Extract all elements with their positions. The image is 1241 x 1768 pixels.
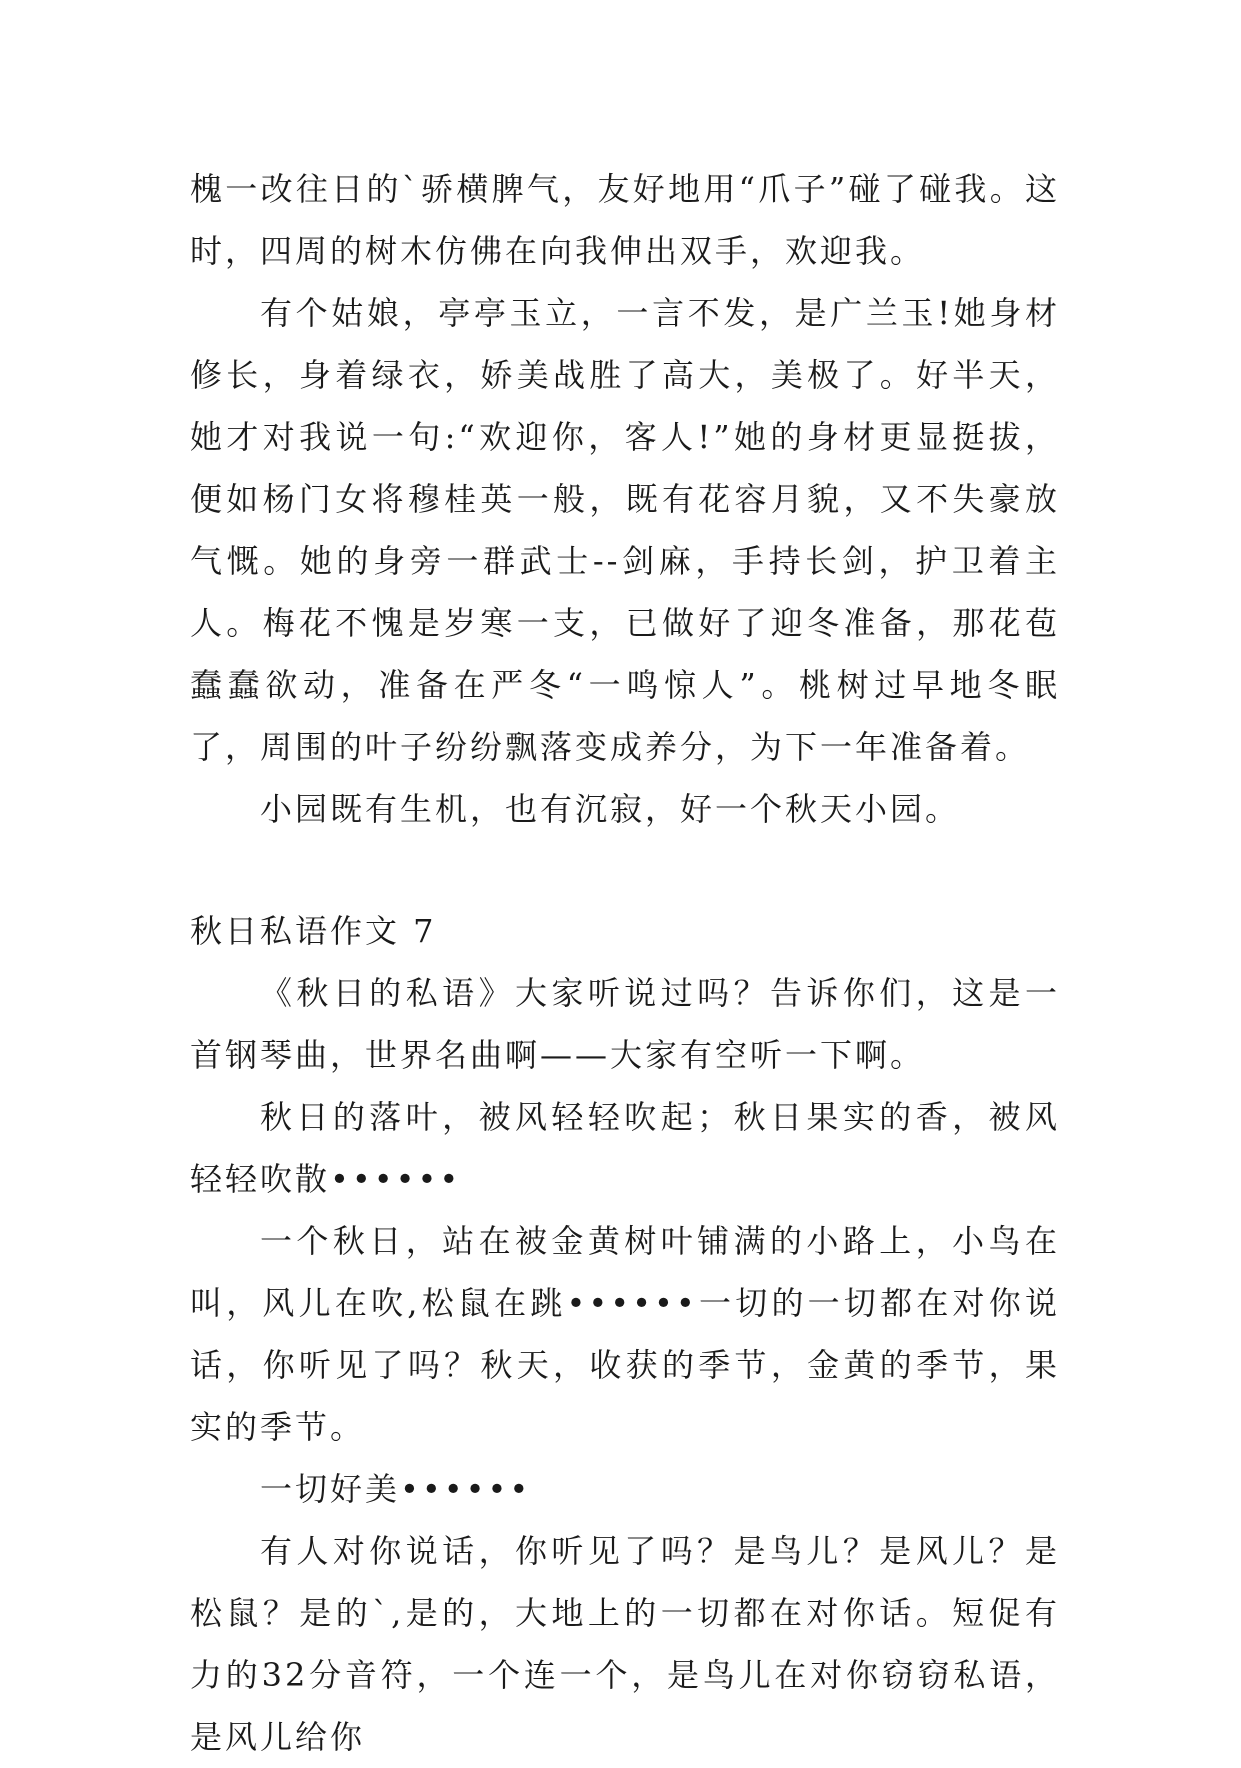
document-body — [190, 158, 1060, 1768]
paragraph: 有个姑娘，亭亭玉立，一言不发，是广兰玉!她身材修长，身着绿衣，娇美战胜了高大，美极了。好半天，她才对我说一句:“欢迎你，客人!”她的身材更显挺拔，便如杨门女将穆桂英一般，既有花容月貌，又不失豪放气慨。她的身旁一群武士--剑麻，手持长剑，护卫着主人。梅花不愧是岁寒一支，已做好了迎冬准备，那花苞蠢蠢欲动，准备在严冬“一鸣惊人”。桃树过早地冬眠了，周围的叶子纷纷飘落变成养分，为下一年准备着。 — [190, 294, 1060, 766]
paragraph: 秋日的落叶，被风轻轻吹起；秋日果实的香，被风轻轻吹散•••••• — [190, 1098, 1060, 1198]
paragraph: 《秋日的私语》大家听说过吗？告诉你们，这是一首钢琴曲，世界名曲啊——大家有空听一下啊。 — [190, 974, 1060, 1074]
section-title: 秋日私语作文 7 — [190, 912, 437, 950]
paragraph-continued: 槐一改往日的`骄横脾气，友好地用“爪子”碰了碰我。这时，四周的树木仿佛在向我伸出双手，欢迎我。 — [190, 170, 1060, 270]
paragraph: 有人对你说话，你听见了吗？是鸟儿？是风儿？是松鼠？是的`,是的，大地上的一切都在对你话。短促有力的32分音符，一个连一个，是鸟儿在对你窃窃私语，是风儿给你 — [190, 1532, 1060, 1756]
paragraph: 小园既有生机，也有沉寂，好一个秋天小园。 — [260, 790, 961, 828]
paragraph: 一个秋日，站在被金黄树叶铺满的小路上，小鸟在叫，风儿在吹,松鼠在跳••••••一切的一切都在对你说话，你听见了吗？秋天，收获的季节，金黄的季节，果实的季节。 — [190, 1222, 1060, 1446]
paragraph: 一切好美•••••• — [260, 1470, 532, 1508]
